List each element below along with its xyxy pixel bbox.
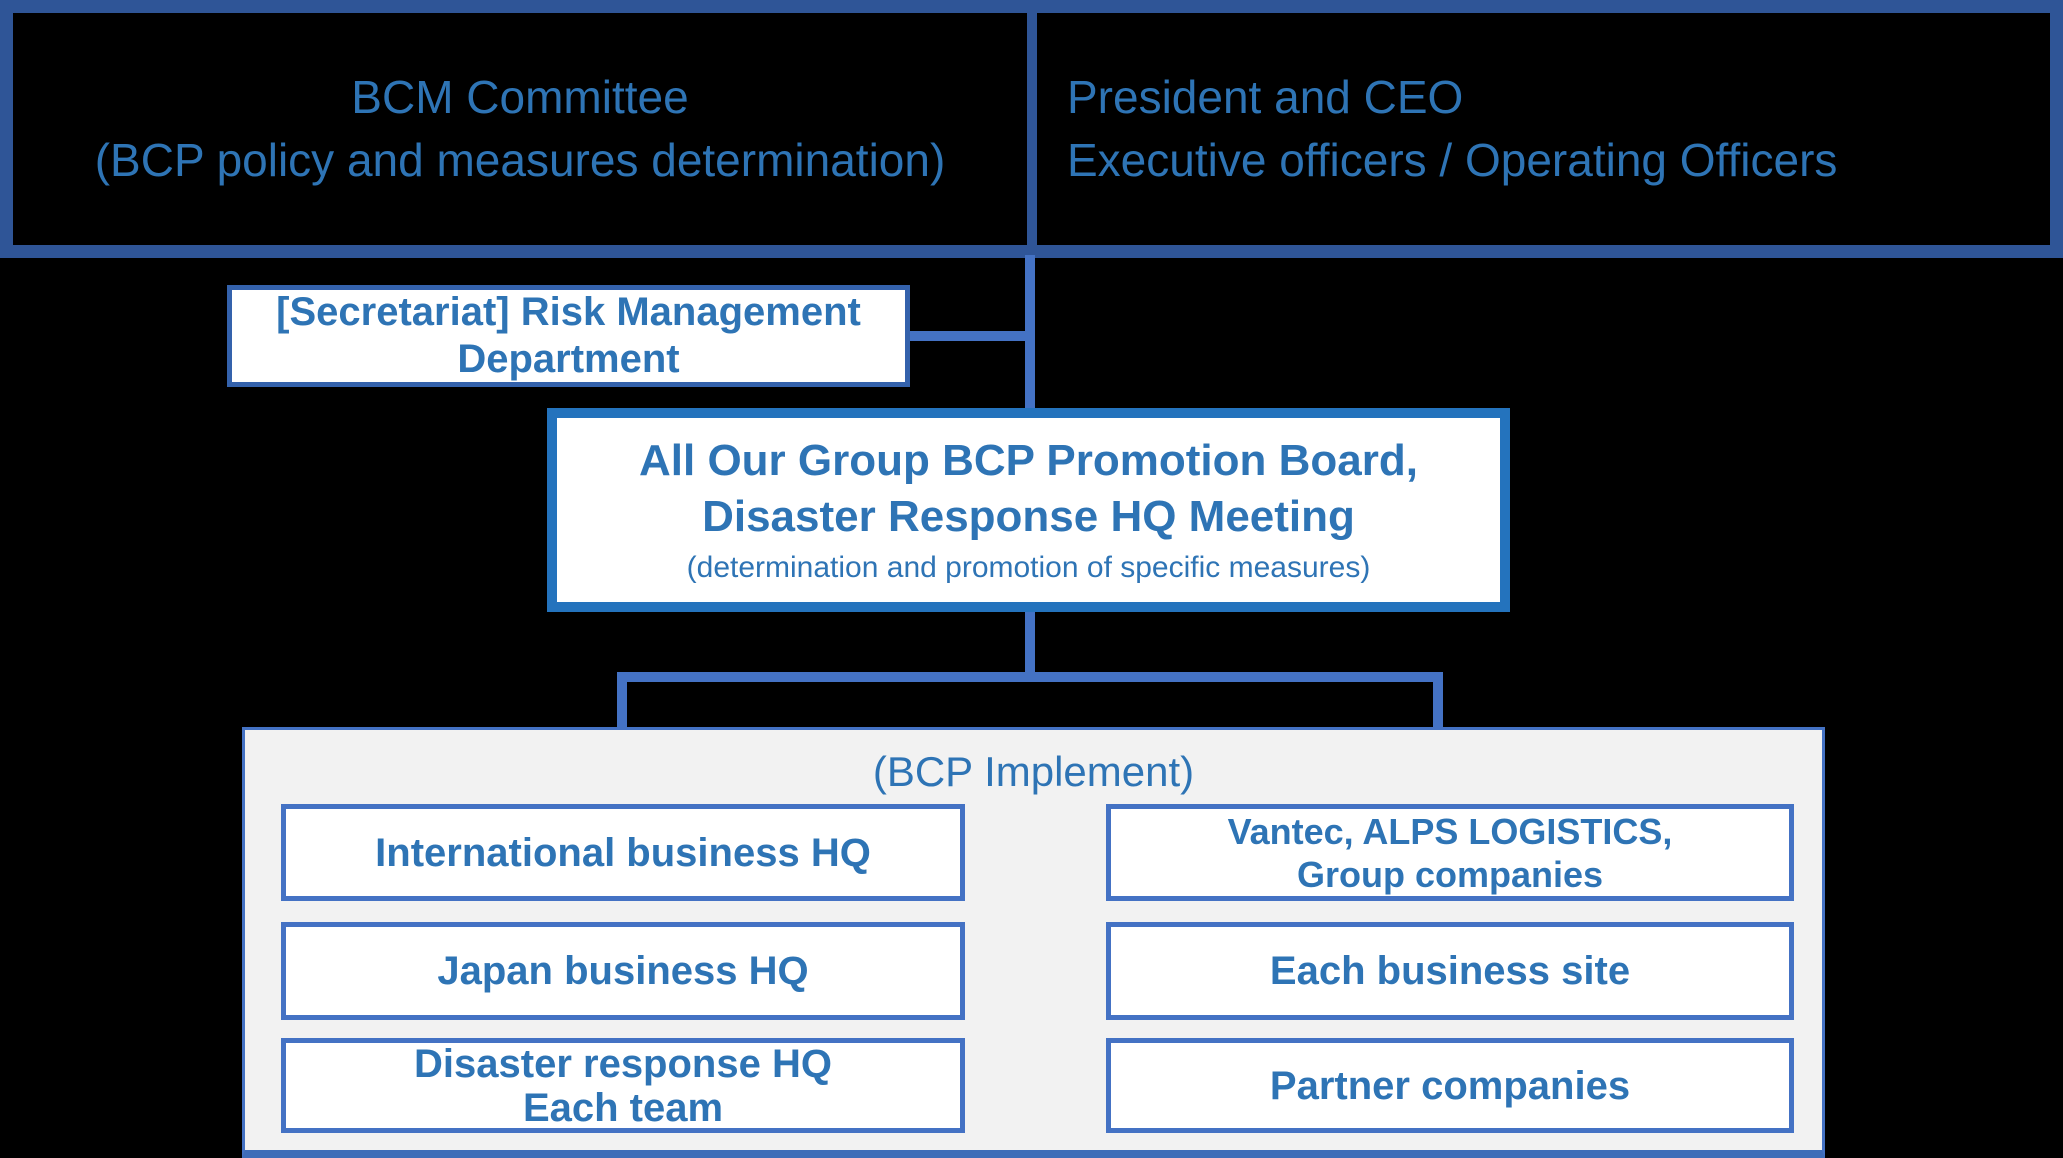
promotion-board-caption: (determination and promotion of specific measures) bbox=[686, 551, 1371, 584]
executive-header bbox=[0, 0, 2063, 258]
secretariat-box bbox=[227, 285, 910, 387]
box-japan-business-hq bbox=[281, 922, 965, 1020]
president-subtitle: Executive officers / Operating Officers bbox=[1067, 134, 1838, 186]
box-label: International business HQ bbox=[375, 830, 871, 875]
connector-bracket-horizontal bbox=[617, 672, 1443, 682]
box-vantec-group-companies bbox=[1106, 804, 1794, 901]
box-each-business-site bbox=[1106, 922, 1794, 1020]
bcm-committee-title: BCM Committee bbox=[351, 71, 689, 123]
box-international-business-hq bbox=[281, 804, 965, 901]
president-title: President and CEO bbox=[1067, 71, 1464, 123]
box-label: Each team bbox=[522, 1085, 724, 1130]
bcp-implement-panel bbox=[242, 727, 1825, 1158]
connector-bracket-left-drop bbox=[617, 672, 627, 729]
box-label: Japan business HQ bbox=[437, 949, 809, 993]
bcm-committee-subtitle: (BCP policy and measures determination) bbox=[94, 134, 946, 186]
bcm-committee-cell bbox=[13, 13, 1027, 245]
header-divider bbox=[1027, 13, 1037, 245]
box-label: Disaster response HQ bbox=[414, 1041, 832, 1086]
secretariat-line2: Department bbox=[457, 337, 680, 381]
connector-bracket-right-drop bbox=[1433, 672, 1443, 729]
box-label: Group companies bbox=[1296, 853, 1604, 895]
box-label: Vantec, ALPS LOGISTICS, bbox=[1227, 810, 1673, 852]
connector-secretariat bbox=[908, 331, 1030, 341]
box-label: Partner companies bbox=[1269, 1063, 1631, 1108]
promotion-board-box bbox=[547, 408, 1510, 612]
box-partner-companies bbox=[1106, 1038, 1794, 1133]
box-disaster-response-hq bbox=[281, 1038, 965, 1133]
president-cell bbox=[1037, 13, 2039, 245]
bcp-implement-title: (BCP Implement) bbox=[872, 748, 1195, 795]
promotion-board-title-line1: All Our Group BCP Promotion Board, bbox=[639, 436, 1418, 485]
promotion-board-title-line2: Disaster Response HQ Meeting bbox=[702, 492, 1355, 541]
connector-board-to-bracket bbox=[1025, 610, 1035, 676]
box-label: Each business site bbox=[1269, 949, 1631, 993]
secretariat-line1: [Secretariat] Risk Management bbox=[276, 290, 861, 334]
